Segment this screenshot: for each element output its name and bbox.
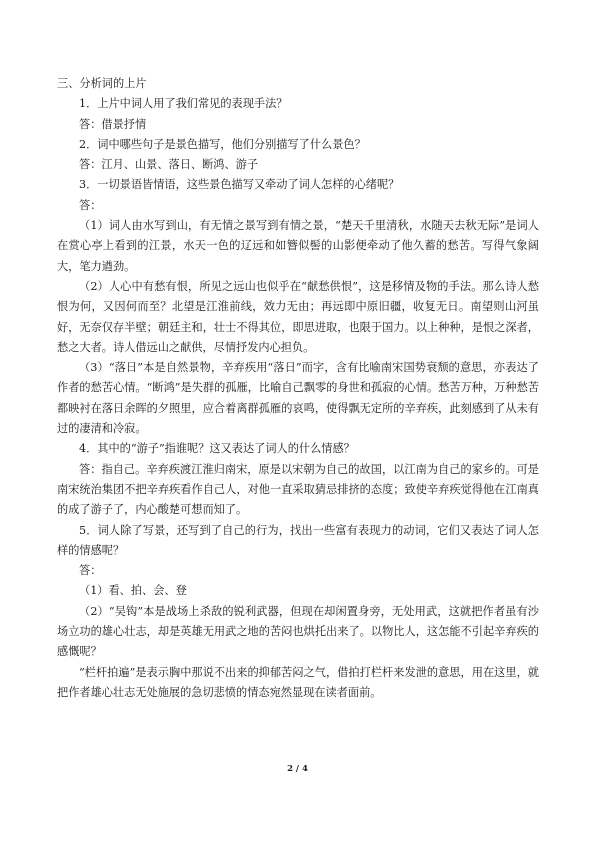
paragraph: （1）看、拍、会、登 <box>79 584 187 598</box>
paragraph: （2）“吴钩”本是战场上杀敌的锐利武器，但现在却闲置身旁，无处用武，这就把作者虽有沙场立功的雄心壮志，却是英雄无用武之地的苦闷也烘托出来了。以物比人，这怎能不引起辛弃疾的感慨呢？ <box>57 604 539 659</box>
paragraph: 答：指自己。辛弃疾渡江淮归南宋，原是以宋朝为自己的故国，以江南为自己的家乡的。可是南宋统治集团不把辛弃疾看作自己人，对他一直采取猜忌排挤的态度；致使辛弃疾觉得他在江南真的成了游子了，内心酸楚可想而知了。 <box>57 462 539 517</box>
section-title: 三、分析词的上片 <box>57 77 147 90</box>
paragraph: 答：江月、山景、落日、断鸿、游子 <box>79 158 259 172</box>
paragraph-list <box>57 94 539 703</box>
paragraph: （2）人心中有愁有恨，所见之远山也似乎在“献愁供恨”，这是移情及物的手法。那么诗人愁恨为何，又因何而至？北望是江淮前线，效力无由；再远即中原旧疆，收复无日。南望则山河虽好，无奈仅存半壁；朝廷主和，壮士不得其位，即思进取，也限于国力。以上种种，是恨之深者，愁之大者。诗人借远山之献供，尽情抒发内心担负。 <box>57 279 539 354</box>
paragraph: 3．一切景语皆情语，这些景色描写又牵动了词人怎样的心绪呢？ <box>79 178 400 192</box>
paragraph: 2．词中哪些句子是景色描写，他们分别描写了什么景色？ <box>79 137 366 151</box>
paragraph: “栏杆拍遍”是表示胸中那说不出来的抑郁苦闷之气，借拍打栏杆来发泄的意思，用在这里，就把作者雄心壮志无处施展的急切悲愤的情态宛然显现在读者面前。 <box>57 665 539 699</box>
paragraph: 答： <box>79 198 102 212</box>
paragraph: 答：借景抒情 <box>79 117 147 131</box>
paragraph: 4．其中的“游子”指谁呢？这又表达了词人的什么情感？ <box>79 442 355 456</box>
paragraph: 答： <box>79 564 102 578</box>
paragraph: 5．词人除了写景，还写到了自己的行为，找出一些富有表现力的动词，它们又表达了词人怎样的情感呢？ <box>57 523 539 557</box>
paragraph: （3）“落日”本是自然景物，辛弃疾用“落日”而字，含有比喻南宋国势衰颓的意思，亦表达了作者的愁苦心情。“断鸿”是失群的孤雁，比喻自己飘零的身世和孤寂的心情。愁苦万种，万种愁苦都映衬在落日余晖的夕照里，应合着离群孤雁的哀鸣，使得飘无定所的辛弃疾，此刻感到了从未有过的凄清和冷寂。 <box>57 361 539 436</box>
page-number: 2 / 4 <box>287 764 308 774</box>
page-content <box>57 74 539 703</box>
paragraph: 1．上片中词人用了我们常见的表现手法？ <box>79 97 288 111</box>
paragraph: （1）词人由水写到山，有无情之景写到有情之景，“楚天千里清秋，水随天去秋无际”是词人在赏心亭上看到的江景，水天一色的辽远和如簪似髻的山影便牵动了他久蓄的愁苦。写得气象阔大，笔力遒劲。 <box>57 219 539 273</box>
